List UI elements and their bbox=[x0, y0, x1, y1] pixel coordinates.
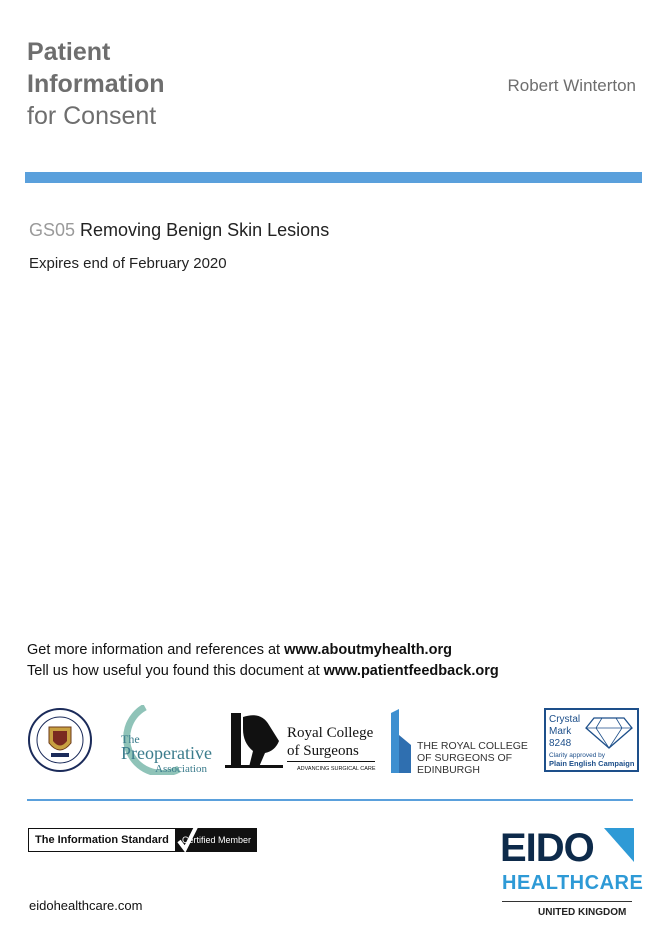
royal-college-of-surgeons-logo bbox=[225, 707, 380, 773]
title-line-patient: Patient bbox=[27, 38, 111, 66]
rcse-line3-text: EDINBURGH bbox=[417, 764, 481, 775]
eido-country-text: UNITED KINGDOM bbox=[538, 907, 627, 918]
eido-rule bbox=[502, 901, 632, 902]
crystal-line1-text: Crystal bbox=[549, 714, 581, 725]
eido-corner-triangle-icon bbox=[604, 828, 634, 862]
procedure-name: Removing Benign Skin Lesions bbox=[80, 220, 330, 240]
patientfeedback-link[interactable]: www.patientfeedback.org bbox=[323, 663, 499, 679]
preop-association-text: Association bbox=[155, 763, 207, 775]
eido-website-link[interactable]: eidohealthcare.com bbox=[29, 898, 143, 913]
more-info-block bbox=[27, 640, 499, 682]
crystal-campaign-text: Plain English Campaign bbox=[549, 759, 635, 768]
preop-name-text: Preoperative bbox=[121, 743, 212, 763]
certified-member-panel bbox=[175, 829, 256, 851]
title-line-consent: for Consent bbox=[27, 102, 157, 130]
document-title bbox=[27, 36, 165, 132]
eido-healthcare-logo bbox=[500, 826, 644, 923]
rcs-tagline-text: ADVANCING SURGICAL CARE bbox=[297, 766, 376, 772]
preoperative-association-logo bbox=[105, 705, 217, 775]
crystal-line2-text: Mark bbox=[549, 726, 572, 737]
title-line-information: Information bbox=[27, 70, 165, 98]
preop-the-text: The bbox=[121, 732, 140, 746]
partner-logos bbox=[27, 703, 639, 777]
rcs-line2-text: of Surgeons bbox=[287, 743, 359, 759]
information-standard-badge bbox=[28, 828, 257, 852]
expiry-date: Expires end of February 2020 bbox=[29, 255, 227, 272]
crystal-approved-text: Clarity approved by bbox=[549, 752, 605, 759]
rcse-line1-text: THE ROYAL COLLEGE bbox=[417, 740, 528, 752]
checkmark-icon bbox=[177, 823, 199, 853]
aboutmyhealth-link[interactable]: www.aboutmyhealth.org bbox=[284, 642, 452, 658]
eido-wordmark: EIDO bbox=[500, 826, 594, 870]
footer-divider bbox=[27, 799, 633, 801]
rcse-line2-text: OF SURGEONS OF bbox=[417, 752, 513, 764]
procedure-code: GS05 bbox=[29, 220, 76, 240]
more-info-text: Get more information and references at bbox=[27, 642, 285, 658]
crystal-mark-logo bbox=[544, 708, 639, 772]
procedure-heading bbox=[29, 220, 329, 241]
certified-member-text: Certified Member bbox=[181, 835, 251, 845]
more-info-line bbox=[27, 640, 499, 661]
author-name: Robert Winterton bbox=[507, 76, 636, 95]
header-divider-bar bbox=[25, 172, 642, 183]
rcs-line1-text: Royal College bbox=[287, 725, 374, 741]
eido-healthcare-text: HEALTHCARE bbox=[502, 872, 644, 894]
information-standard-text: The Information Standard bbox=[29, 829, 175, 851]
feedback-line bbox=[27, 661, 499, 682]
feedback-text: Tell us how useful you found this document at bbox=[27, 663, 324, 679]
rcs-edinburgh-logo bbox=[387, 705, 537, 775]
crystal-number-text: 8248 bbox=[549, 738, 572, 749]
anaesthetists-seal-logo bbox=[27, 707, 93, 773]
